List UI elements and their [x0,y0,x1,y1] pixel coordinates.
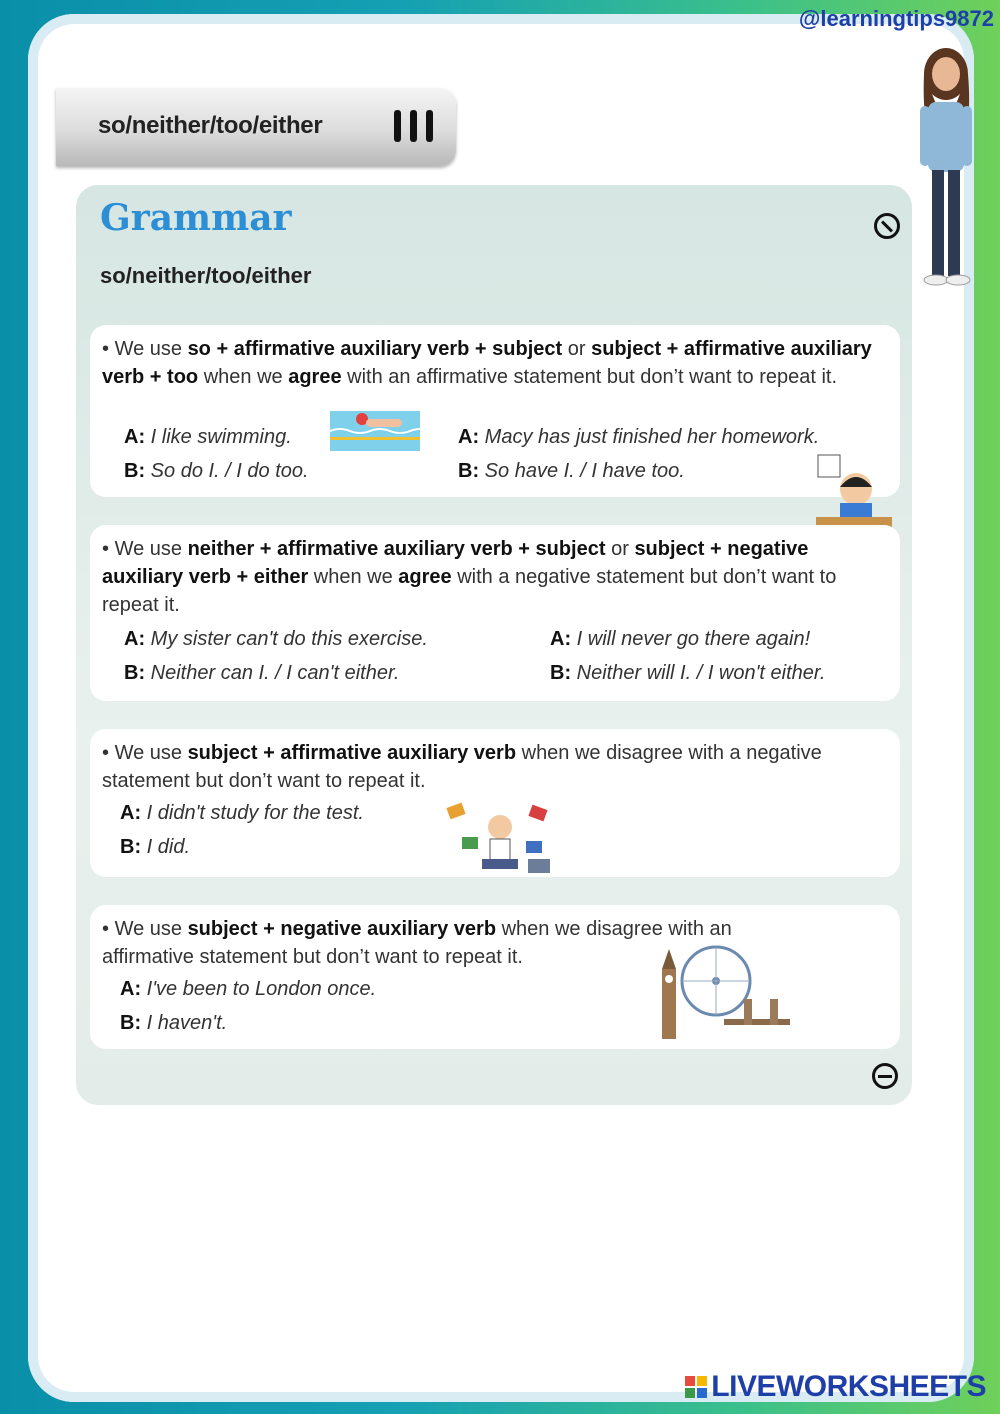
rule-text: • We use subject + affirmative auxiliary verb when we disagree with a negative statement but don’t want to repeat it. [102,742,822,792]
rule-box-1 [90,325,900,497]
london-landmarks-illustration [654,945,794,1039]
example-a: A: I will never go there again! [550,628,811,650]
swimmer-illustration [330,401,420,451]
rule-box-3 [90,729,900,877]
example-b: B: Neither can I. / I can't either. [124,662,400,684]
example-a: A: My sister can't do this exercise. [124,628,428,650]
minus-icon[interactable] [872,1063,898,1089]
example-a: A: I didn't study for the test. [120,802,364,824]
example-a: A: I've been to London once. [120,978,377,1000]
example-b: B: Neither will I. / I won't either. [550,662,826,684]
example-b: B: I did. [120,836,191,858]
brand-name: LIVEWORKSHEETS [711,1370,986,1403]
grammar-subtitle: so/neither/too/either [100,263,312,288]
grammar-title: Grammar [100,197,292,239]
rule-box-2 [90,525,900,701]
rule-text: • We use neither + affirmative auxiliary verb + subject or subject + negative auxiliary verb + either when we agree with a negative statement but don’t want to repeat it. [102,538,837,616]
example-b: B: I haven't. [120,1012,228,1034]
tab-bars-icon [394,110,433,142]
rule-text: • We use so + affirmative auxiliary verb + subject or subject + affirmative auxiliary verb + too when we agree with an affirmative statement but don’t want to repeat it. [102,338,872,388]
example-a: A: Macy has just finished her homework. [458,426,820,448]
liveworksheets-logo-icon [685,1376,707,1398]
collapse-icon[interactable] [874,213,900,239]
rule-box-4 [90,905,900,1049]
topic-tab [56,88,456,166]
student-desk-illustration [816,453,892,533]
rule-text: • We use subject + negative auxiliary verb when we disagree with an affirmative statement but don’t want to repeat it. [102,918,732,968]
channel-handle: @learningtips9872 [798,6,994,31]
example-a: A: I like swimming. [124,426,292,448]
footer-brand [685,1370,986,1404]
grammar-panel [76,185,912,1105]
teacher-illustration [906,44,986,294]
stressed-student-illustration [442,797,558,879]
tab-title: so/neither/too/either [98,112,323,139]
example-b: B: So do I. / I do too. [124,460,309,482]
example-b: B: So have I. / I have too. [458,460,685,482]
